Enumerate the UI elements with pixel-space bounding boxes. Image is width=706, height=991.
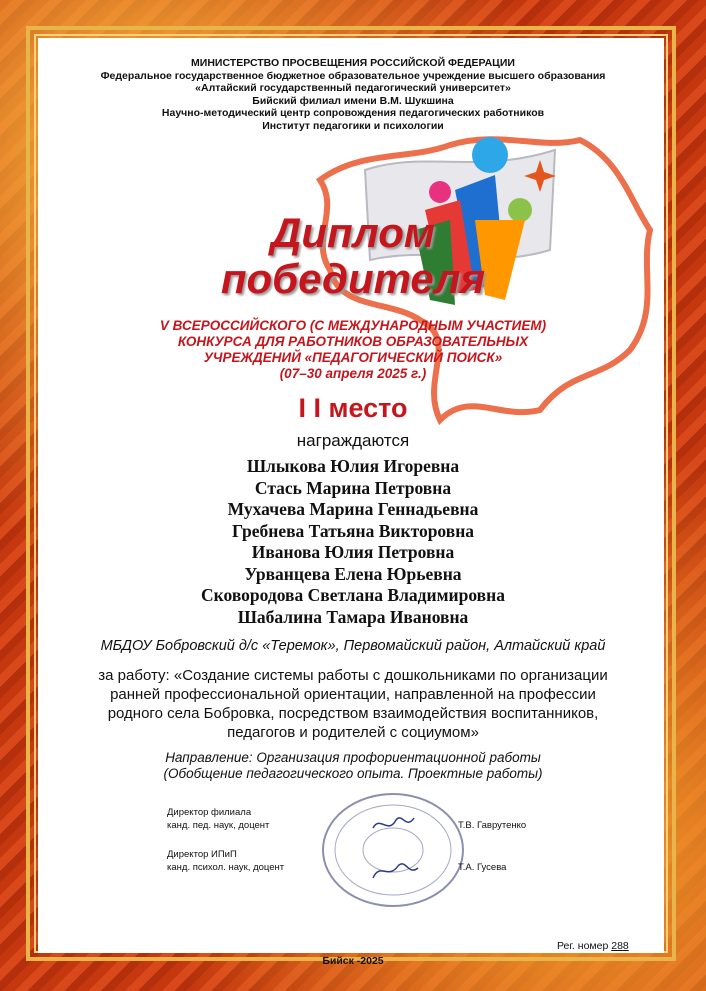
names-list (0, 456, 706, 628)
name-item: Урванцева Елена Юрьевна (244, 563, 462, 584)
work-line4: педагогов и родителей с социумом» (227, 724, 479, 741)
contest-line3: УЧРЕЖДЕНИЙ «ПЕДАГОГИЧЕСКИЙ ПОИСК» (203, 350, 503, 365)
logo-blue-circle (472, 137, 508, 173)
direction-line1: Направление: Организация профориентационной работы (165, 750, 541, 765)
signature-mark-2 (373, 864, 418, 878)
header-center: Научно-методический центр сопровождения педагогических работников (161, 107, 545, 119)
direction-line2: (Обобщение педагогического опыта. Проектные работы) (163, 766, 543, 781)
work-description (0, 666, 706, 742)
contest-dates: (07–30 апреля 2025 г.) (279, 366, 427, 381)
work-line2: ранней профессиональной ориентации, направленной на профессии (110, 686, 596, 703)
contest-block (0, 318, 706, 382)
name-item: Шлыкова Юлия Игоревна (246, 456, 460, 476)
director2-block (167, 848, 284, 874)
name-item: Шабалина Тамара Ивановна (237, 606, 469, 627)
name-item: Сковородова Светлана Владимировна (201, 585, 505, 605)
signature-mark-1 (373, 818, 414, 828)
title-line1: Диплом (271, 209, 435, 256)
name-item: Гребнева Татьяна Викторовна (231, 520, 475, 541)
city-year: Бийск -2025 (322, 955, 384, 967)
director2-degree: канд. психол. наук, доцент (167, 862, 285, 873)
title-line2: победителя (220, 255, 486, 302)
logo-pink-circle (429, 181, 451, 203)
header-ministry: МИНИСТЕРСТВО ПРОСВЕЩЕНИЯ РОССИЙСКОЙ ФЕДЕРАЦИИ (191, 57, 515, 69)
registration-number (557, 940, 629, 952)
name-item: Иванова Юлия Петровна (251, 542, 455, 562)
director1-block (167, 806, 269, 832)
contest-line2: КОНКУРСА ДЛЯ РАБОТНИКОВ ОБРАЗОВАТЕЛЬНЫХ (177, 334, 529, 349)
header-university: «Алтайский государственный педагогический университет» (195, 82, 511, 94)
direction-block (0, 750, 706, 782)
reg-label: Рег. номер (557, 940, 609, 952)
name-item: Стась Марина Петровна (254, 477, 452, 498)
work-line3: родного села Бобровка, посредством взаимодействия воспитанников, (107, 705, 599, 722)
header-block (0, 57, 706, 132)
place-award: I I место (298, 393, 408, 423)
header-institution-type: Федеральное государственное бюджетное образовательное учреждение высшего образования (100, 69, 606, 82)
director1-title: Директор филиала (167, 807, 252, 818)
official-stamp (318, 790, 468, 910)
work-line1: за работу: «Создание системы работы с дошкольниками по организации (98, 667, 608, 684)
reg-number: 288 (611, 940, 629, 952)
header-branch: Бийский филиал имени В.М. Шукшина (252, 94, 454, 107)
director2-name: Т.А. Гусева (458, 862, 507, 873)
director2-title: Директор ИПиП (167, 849, 237, 860)
director1-degree: канд. пед. наук, доцент (167, 820, 270, 831)
header-institute: Институт педагогики и психологии (262, 119, 444, 132)
awarded-label: награждаются (296, 431, 410, 450)
name-item: Мухачева Марина Геннадьевна (227, 499, 479, 519)
organization: МБДОУ Бобровский д/с «Теремок», Первомайский район, Алтайский край (100, 638, 606, 654)
contest-line1: V ВСЕРОССИЙСКОГО (С МЕЖДУНАРОДНЫМ УЧАСТИЕМ) (159, 318, 547, 333)
diploma-title (0, 210, 706, 302)
director1-name: Т.В. Гаврутенко (458, 820, 527, 831)
